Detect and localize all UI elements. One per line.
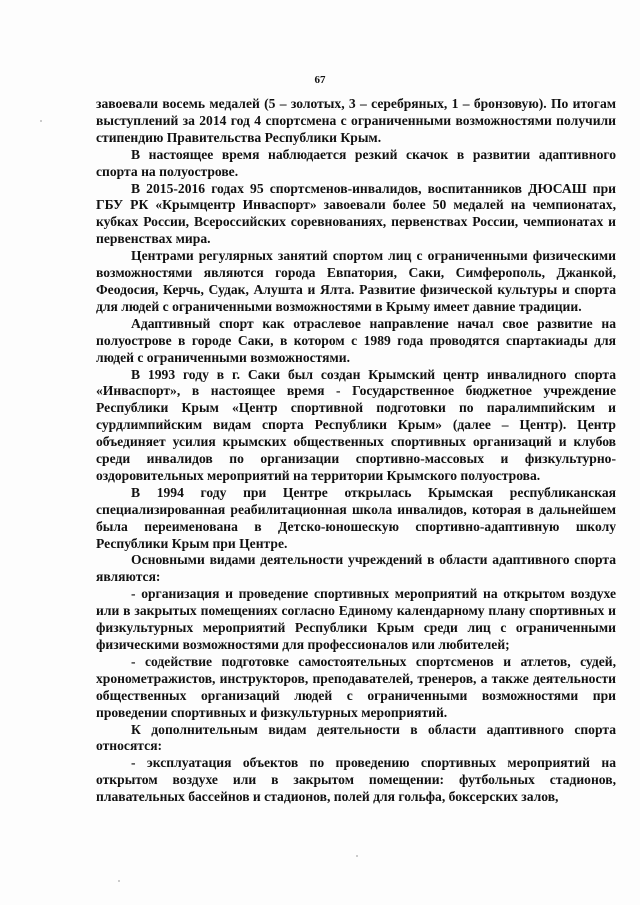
list-item: - содействие подготовке самостоятельных спортсменов и атлетов, судей, хронометражистов, инструкторов, преподавателей, тренеров, а также деятельности общественных организаций людей с ограниченными возможностями при проведении спортивных и физкультурных мероприятий. <box>96 653 616 720</box>
paragraph: В настоящее время наблюдается резкий скачок в развитии адаптивного спорта на полуострове. <box>96 146 616 179</box>
list-item: - организация и проведение спортивных мероприятий на открытом воздухе или в закрытых помещениях согласно Единому календарному плану спортивных и физкультурных мероприятий Республики Крым среди лиц с ограниченными физическими возможностями для профессионалов или любителей; <box>96 586 616 652</box>
scan-speck <box>40 120 42 122</box>
paragraph: В 1994 году при Центре открылась Крымская республиканская специализированная реабилитационная школа инвалидов, которая в дальнейшем была переименована в Детско-юношескую спортивно-адаптивную школу Республики Крым при Центре. <box>96 484 616 551</box>
paragraph: В 1993 году в г. Саки был создан Крымский центр инвалидного спорта «Инваспорт», в настоящее время - Государственное бюджетное учреждение Республики Крым «Центр спортивной подготовки по паралимпийским и сурдлимпийским видам спорта Республики Крым» (далее – Центр). Центр объединяет усилия крымских общественных спортивных организаций и клубов среди инвалидов по организации спортивно-массовых и физкультурно-оздоровительных мероприятий на территории Крымского полуострова. <box>96 366 616 483</box>
scan-speck <box>356 855 358 857</box>
scan-speck <box>118 880 120 882</box>
paragraph: Центрами регулярных занятий спортом лиц с ограниченными физическими возможностями являются города Евпатория, Саки, Симферополь, Джанкой, Феодосия, Керчь, Судак, Алушта и Ялта. Развитие физической культуры и спорта для людей с ограниченными возможностями в Крыму имеет давние традиции. <box>96 248 616 314</box>
page-number: 67 <box>314 74 326 86</box>
paragraph: К дополнительным видам деятельности в области адаптивного спорта относятся: <box>96 721 616 754</box>
paragraph: Основными видами деятельности учреждений в области адаптивного спорта являются: <box>96 552 616 585</box>
paragraph: Адаптивный спорт как отраслевое направление начал свое развитие на полуострове в городе Саки, в котором с 1989 года проводятся спартакиады для людей с ограниченными возможностями. <box>96 315 616 365</box>
list-item: - эксплуатация объектов по проведению спортивных мероприятий на открытом воздухе или в закрытом помещении: футбольных стадионов, плавательных бассейнов и стадионов, полей для гольфа, боксерских залов, <box>96 755 616 805</box>
document-body <box>96 96 616 806</box>
paragraph: В 2015-2016 годах 95 спортсменов-инвалидов, воспитанников ДЮСАШ при ГБУ РК «Крымцентр Инваспорт» завоевали более 50 медалей на чемпионатах, кубках России, Всероссийских соревнованиях, первенствах России, чемпионатах и первенствах мира. <box>96 180 616 247</box>
paragraph: завоевали восемь медалей (5 – золотых, 3 – серебряных, 1 – бронзовую). По итогам выступлений за 2014 год 4 спортсмена с ограниченными возможностями получили стипендию Правительства Республики Крым. <box>96 96 616 145</box>
